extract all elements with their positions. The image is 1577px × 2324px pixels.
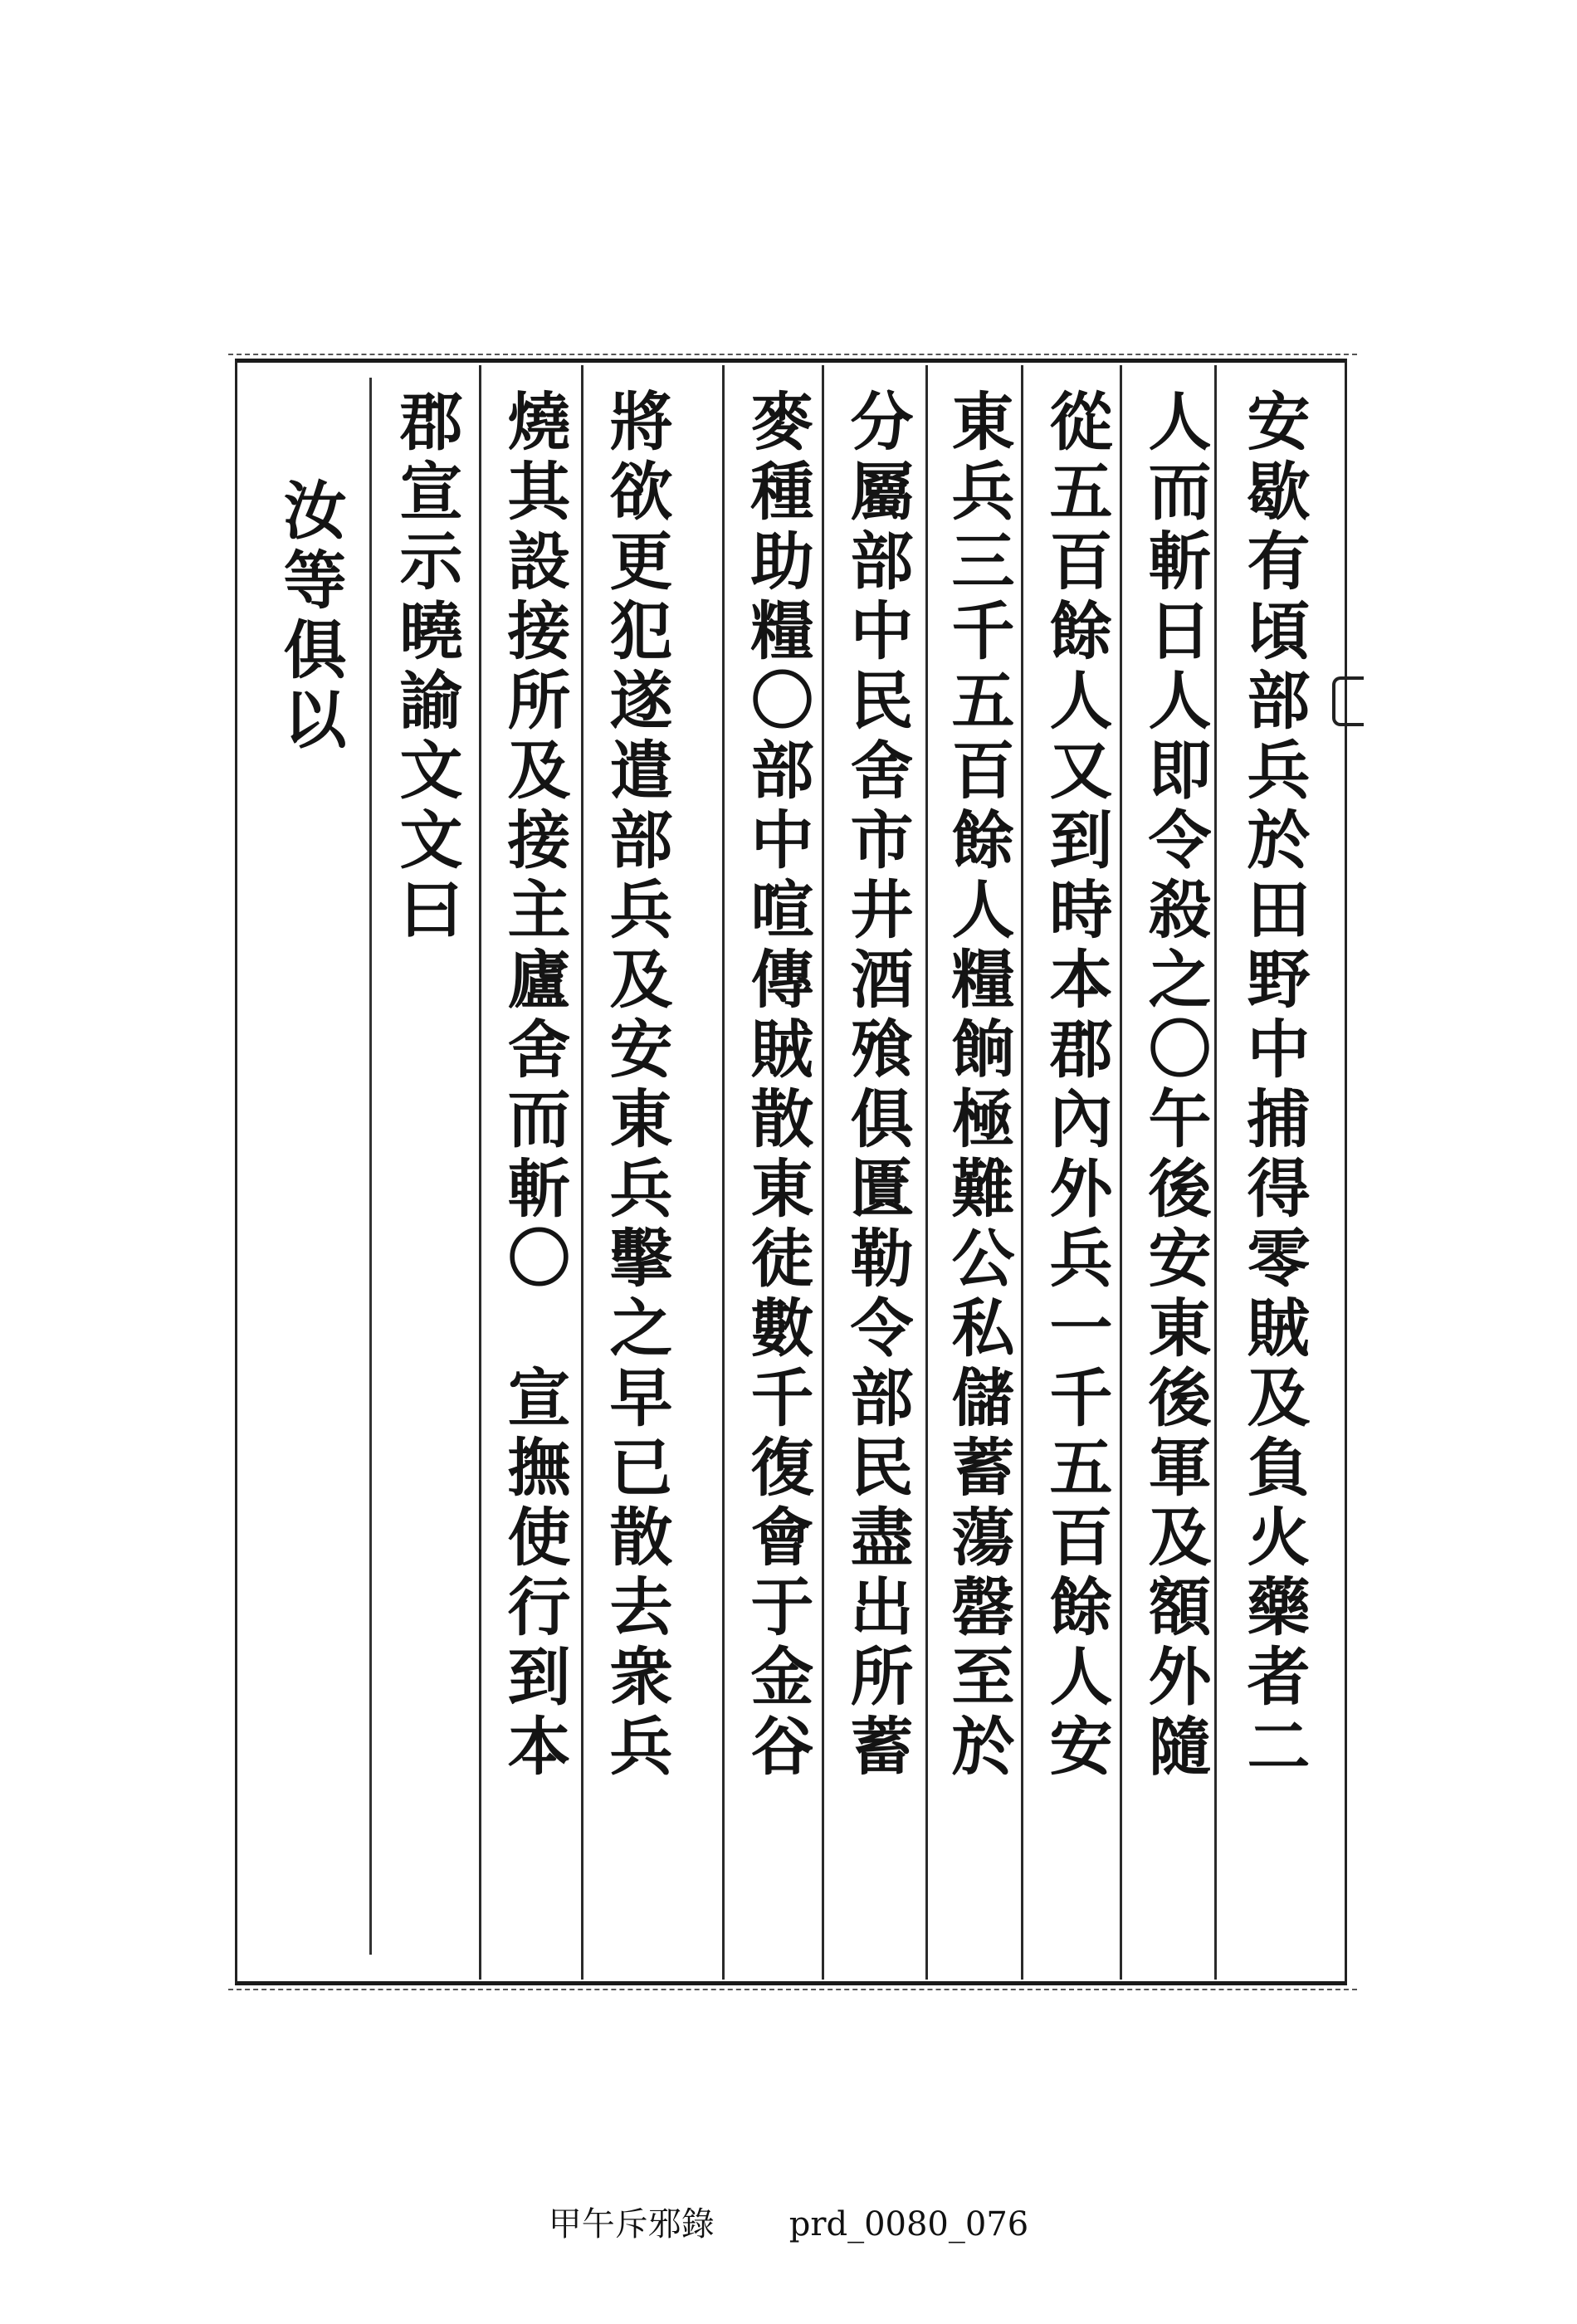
column-rule <box>1120 365 1122 1980</box>
text-column-2: 人而斬日人即令殺之〇午後安東後軍及額外隨 <box>1138 388 1212 1783</box>
column-rule <box>722 365 725 1980</box>
column-rule <box>822 365 824 1980</box>
text-column-5: 分屬部中民舍市井酒飱俱匱勒令部民盡出所蓄 <box>840 388 914 1783</box>
text-column-6: 麥種助糧〇部中喧傳賊散東徒數千復會于金谷 <box>740 388 814 1783</box>
frame-bottom-edge <box>228 1989 1357 1994</box>
column-rule <box>369 378 372 1955</box>
text-column-8: 燒其設接所及接主廬舍而斬〇 宣撫使行到本 <box>497 388 571 1783</box>
book-title: 甲午斥邪錄 <box>548 2205 715 2243</box>
text-column-9: 郡宣示曉諭文文曰 <box>389 388 463 946</box>
page-code: prd_0080_076 <box>788 2205 1029 2243</box>
text-column-3: 從五百餘人又到時本郡內外兵一千五百餘人安 <box>1039 388 1113 1783</box>
column-rule <box>1214 365 1217 1980</box>
fish-tail-mark <box>1332 676 1364 726</box>
text-column-4: 東兵三千五百餘人糧餉極難公私儲蓄蕩罄至於 <box>941 388 1015 1783</box>
page-caption <box>0 2198 1577 2245</box>
column-rule <box>925 365 928 1980</box>
text-column-10: 汝等俱以 <box>273 477 347 756</box>
text-column-1: 安歇有頃部兵於田野中捕得零賊及負火藥者二 <box>1237 388 1311 1783</box>
column-rule <box>479 365 481 1980</box>
column-rule <box>581 365 583 1980</box>
column-rule <box>1021 365 1023 1980</box>
text-column-7: 將欲更犯遂遣部兵及安東兵擊之早已散去衆兵 <box>599 388 673 1783</box>
